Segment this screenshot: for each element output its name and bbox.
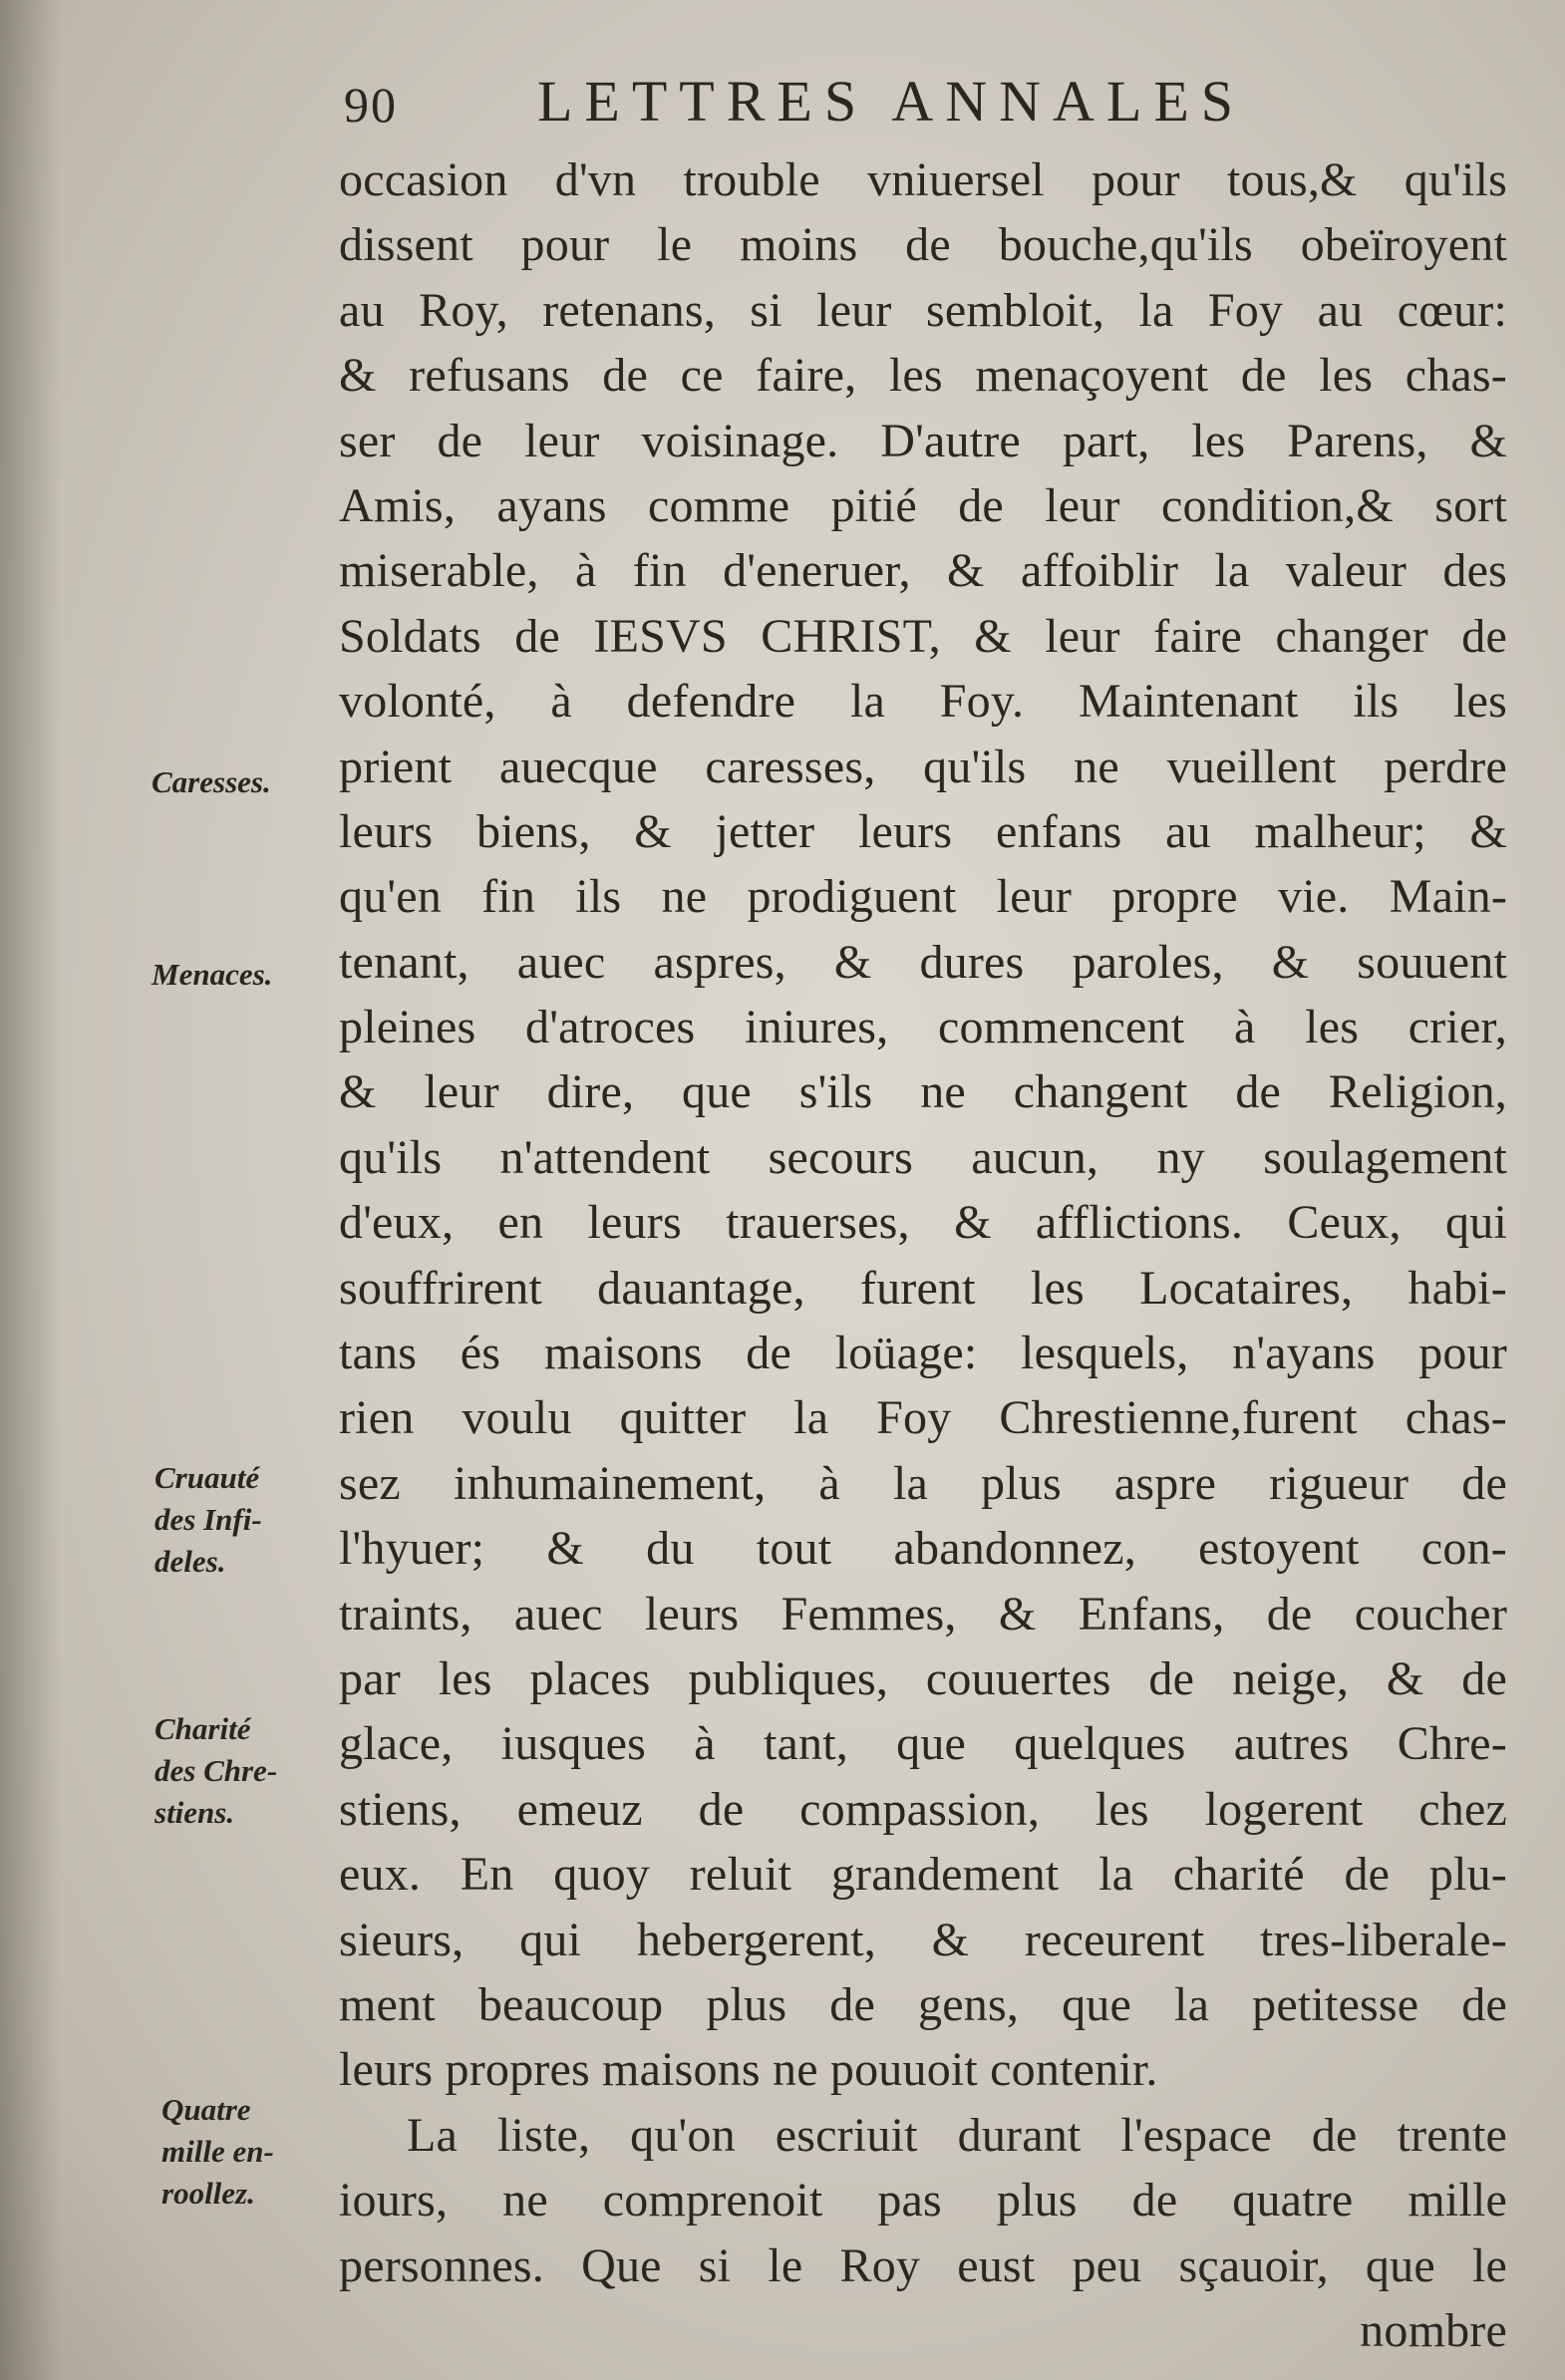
- text-line: l'hyuer; & du tout abandonnez, estoyent con-: [339, 1522, 1507, 1576]
- text-line: glace, iusques à tant, que quelques autres Chre-: [339, 1717, 1507, 1771]
- text-line: souffrirent dauantage, furent les Locataires, habi-: [339, 1261, 1507, 1315]
- text-line: La liste, qu'on escriuit durant l'espace de trente: [407, 2108, 1507, 2162]
- text-line: traints, auec leurs Femmes, & Enfans, de coucher: [339, 1587, 1507, 1640]
- text-line: eux. En quoy reluit grandement la charité de plu-: [339, 1848, 1507, 1902]
- text-line: qu'en fin ils ne prodiguent leur propre vie. Main-: [339, 870, 1507, 924]
- body-text: [339, 148, 1507, 2363]
- margin-note-line: des Infi-: [155, 1502, 262, 1537]
- text-line: par les places publiques, couuertes de neige, & de: [339, 1651, 1507, 1705]
- margin-note-line: stiens.: [155, 1795, 235, 1830]
- text-line: tenant, auec aspres, & dures paroles, & souuent: [339, 935, 1507, 989]
- text-line: Amis, ayans comme pitié de leur condition,& sort: [339, 478, 1507, 532]
- margin-note-line: Caresses.: [152, 764, 271, 799]
- margin-note-menaces: [152, 954, 272, 996]
- text-line: Soldats de IESVS CHRIST, & leur faire changer de: [339, 609, 1507, 663]
- running-title: LETTRES ANNALES: [537, 69, 1246, 134]
- text-line: ment beaucoup plus de gens, que la petitesse de: [339, 1977, 1507, 2031]
- margin-note-line: Menaces.: [152, 957, 273, 992]
- margin-note-line: Quatre: [161, 2092, 251, 2127]
- text-line: stiens, emeuz de compassion, les logerent chez: [339, 1782, 1507, 1836]
- text-line: dissent pour le moins de bouche,qu'ils obeïroyent: [339, 218, 1507, 272]
- text-line: occasion d'vn trouble vniuersel pour tous,& qu'ils: [339, 153, 1507, 206]
- text-line: prient auecque caresses, qu'ils ne vueillent perdre: [339, 740, 1507, 793]
- margin-note-line: des Chre-: [155, 1753, 278, 1788]
- text-line: d'eux, en leurs trauerses, & afflictions. Ceux, qui: [339, 1196, 1507, 1250]
- text-line: volonté, à defendre la Foy. Maintenant ils les: [339, 675, 1507, 729]
- text-line: miserable, à fin d'eneruer, & affoiblir la valeur des: [339, 544, 1507, 598]
- text-line: pleines d'atroces iniures, commencent à les crier,: [339, 1001, 1507, 1054]
- text-line: & refusans de ce faire, les menaçoyent de les chas-: [339, 349, 1507, 403]
- text-line: au Roy, retenans, si leur sembloit, la Foy au cœur:: [339, 283, 1507, 337]
- text-line: rien voulu quitter la Foy Chrestienne,furent chas-: [339, 1391, 1507, 1445]
- text-line: tans és maisons de loüage: lesquels, n'ayans pour: [339, 1327, 1507, 1380]
- page-gutter-shadow: [0, 0, 60, 2380]
- page-number: 90: [344, 77, 398, 133]
- text-line: leurs propres maisons ne pouuoit contenir.: [339, 2043, 1158, 2097]
- text-line: personnes. Que si le Roy eust peu sçauoir, que le: [339, 2238, 1507, 2292]
- margin-note-line: Charité: [155, 1711, 251, 1746]
- text-line: sez inhumainement, à la plus aspre rigueur de: [339, 1456, 1507, 1510]
- margin-note-line: deles.: [155, 1544, 226, 1579]
- text-line: iours, ne comprenoit pas plus de quatre mille: [339, 2174, 1507, 2228]
- text-line: & leur dire, que s'ils ne changent de Religion,: [339, 1065, 1507, 1119]
- margin-note-line: Cruauté: [155, 1460, 260, 1495]
- margin-note-caresses: [152, 761, 271, 803]
- margin-note-charite: [155, 1708, 277, 1834]
- text-line: qu'ils n'attendent secours aucun, ny soulagement: [339, 1130, 1507, 1184]
- margin-note-line: mille en-: [161, 2134, 274, 2169]
- margin-note-quatre-mille: [161, 2089, 274, 2215]
- text-line: leurs biens, & jetter leurs enfans au malheur; &: [339, 804, 1507, 858]
- margin-note-line: roollez.: [161, 2176, 255, 2211]
- catchword: nombre: [1360, 2303, 1507, 2357]
- running-head: [344, 68, 1331, 148]
- text-line: ser de leur voisinage. D'autre part, les Parens, &: [339, 414, 1507, 467]
- text-line: sieurs, qui hebergerent, & receurent tres-liberale-: [339, 1913, 1507, 1966]
- margin-note-cruaute: [155, 1457, 262, 1583]
